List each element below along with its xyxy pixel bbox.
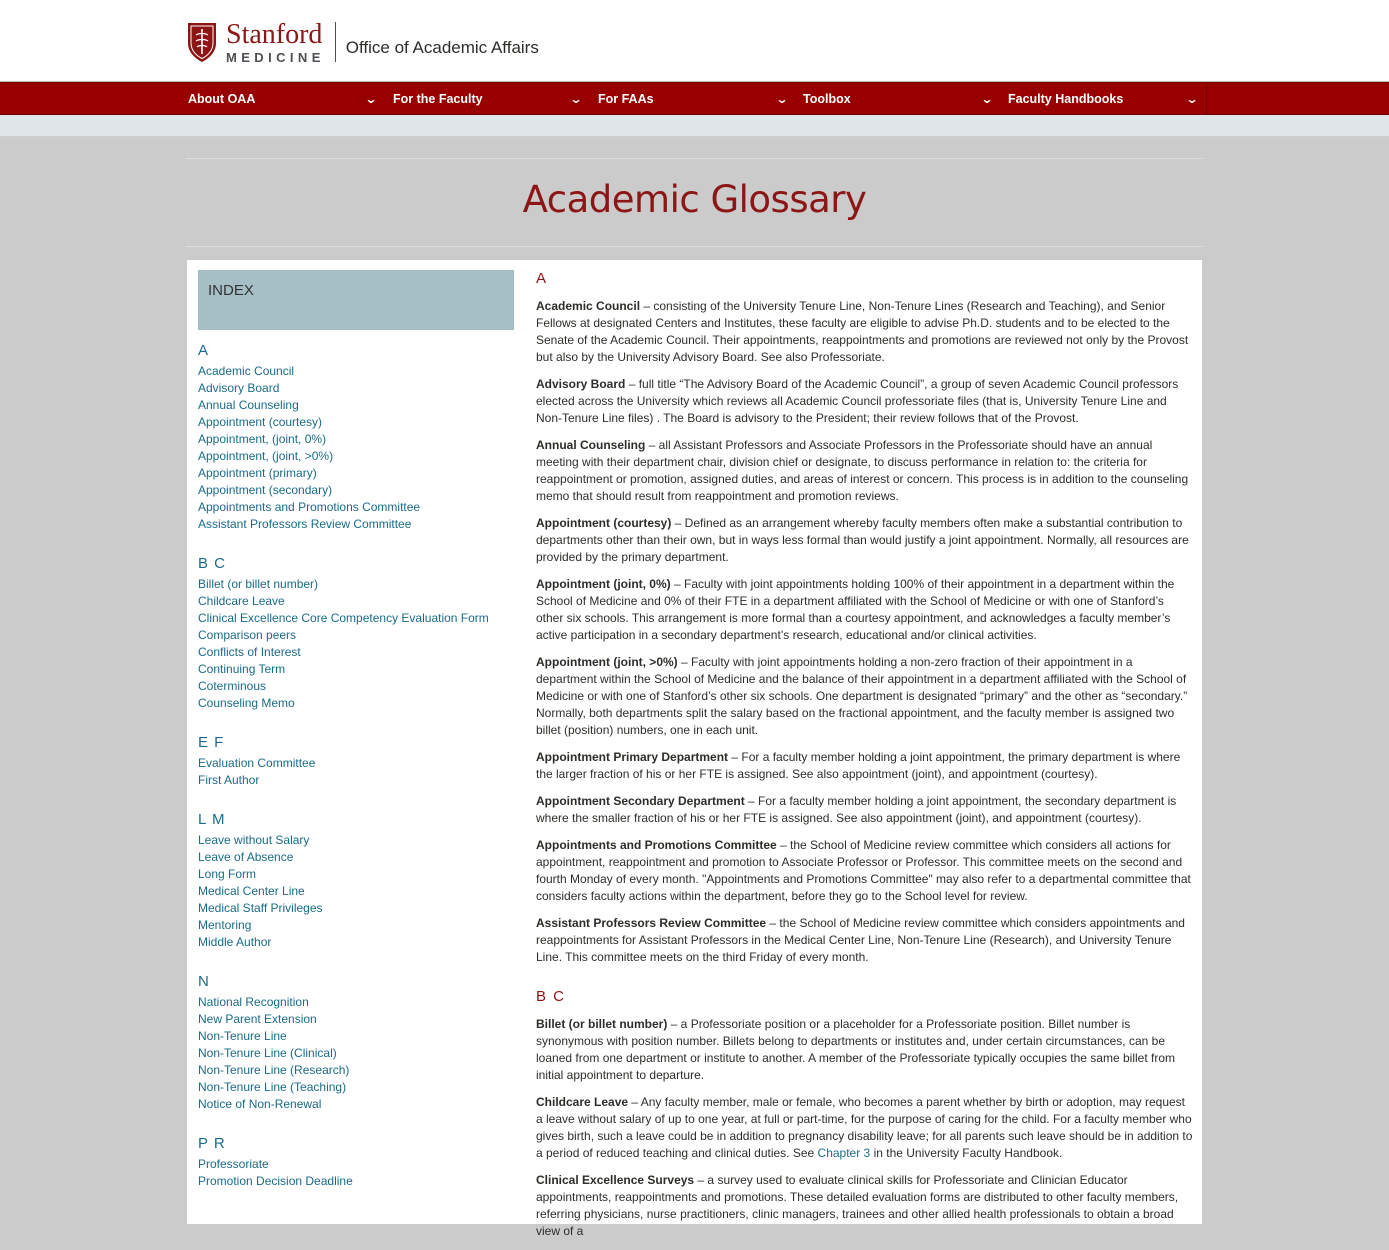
- stanford-shield-icon: [186, 21, 218, 63]
- index-group: [198, 973, 514, 1113]
- chapter-link[interactable]: Chapter 3: [817, 1146, 871, 1160]
- nav-about-oaa[interactable]: [186, 83, 382, 115]
- glossary-term: Clinical Excellence Surveys: [536, 1173, 695, 1187]
- index-link[interactable]: Coterminous: [198, 679, 267, 693]
- brand-medicine: MEDICINE: [226, 49, 325, 65]
- index-link[interactable]: Professoriate: [198, 1157, 269, 1171]
- index-group: [198, 734, 514, 789]
- glossary-term: Billet (or billet number): [536, 1017, 668, 1031]
- index-link[interactable]: Appointment, (joint, >0%): [198, 449, 334, 463]
- glossary-term: Appointment (joint, 0%): [536, 577, 671, 591]
- page-title: Academic Glossary: [522, 178, 867, 221]
- nav-toolbox[interactable]: [801, 83, 998, 115]
- index-link[interactable]: Non-Tenure Line (Clinical): [198, 1046, 337, 1060]
- glossary-definition: – consisting of the University Tenure Line, Non-Tenure Lines (Research and Teaching), and Senior Fellows at designated Centers and Institutes, these faculty are eligible to advise Ph.D. students and to be elected to the Senate of the Academic Council. Their appointments, reappointments and promotions are reviewed not only by the Provost but also by the University Advisory Board. See also Professoriate.: [536, 299, 1189, 364]
- index-link[interactable]: Conflicts of Interest: [198, 645, 301, 659]
- glossary-term: Appointment (joint, >0%): [536, 655, 678, 669]
- glossary-body: [536, 270, 1193, 1250]
- index-letter[interactable]: E F: [198, 734, 225, 751]
- glossary-term: Academic Council: [536, 299, 641, 313]
- nav-label: About OAA: [188, 92, 256, 106]
- stanford-medicine-logo[interactable]: [186, 20, 539, 64]
- glossary-entry: [536, 915, 1193, 966]
- index-group: [198, 555, 514, 712]
- glossary-definition: – a Professoriate position or a placeholder for a Professoriate position. Billet number is synonymous with position number. Billets belong to departments or institutes and, under certain circumstances, can be loaned from one department or institute to another. A member of the Professoriate typically occupies the same billet from initial appointment to departure.: [536, 1017, 1175, 1082]
- nav-for-the-faculty[interactable]: [391, 83, 587, 115]
- glossary-entry: [536, 515, 1193, 566]
- index-link[interactable]: Long Form: [198, 867, 257, 881]
- index-link[interactable]: Promotion Decision Deadline: [198, 1174, 353, 1188]
- glossary-term: Appointment Primary Department: [536, 750, 729, 764]
- glossary-entry: [536, 437, 1193, 505]
- glossary-entry: [536, 749, 1193, 783]
- glossary-definition: – the School of Medicine review committee which considers appointments and reappointments for Assistant Professors in the Medical Center Line, Non-Tenure Line (Research), and University Tenure Line. This committee meets on the third Friday of every month.: [536, 916, 1185, 964]
- index-link[interactable]: Medical Center Line: [198, 884, 305, 898]
- index-link[interactable]: Appointments and Promotions Committee: [198, 500, 421, 514]
- glossary-section: [536, 270, 1193, 966]
- index-group: [198, 811, 514, 951]
- glossary-definition: – Defined as an arrangement whereby faculty members often make a substantial contribution to departments other than their own, but in ways less formal than would justify a joint appointment. Normally, all resources are provided by the primary department.: [536, 516, 1189, 564]
- index-link[interactable]: Billet (or billet number): [198, 577, 319, 591]
- main-content: [187, 260, 1202, 1238]
- index-list: [198, 755, 514, 789]
- glossary-definition-tail: in the University Faculty Handbook.: [870, 1146, 1063, 1160]
- index-link[interactable]: Appointment, (joint, 0%): [198, 432, 327, 446]
- index-link[interactable]: Middle Author: [198, 935, 272, 949]
- glossary-definition: – all Assistant Professors and Associate Professors in the Professoriate should have an annual meeting with their department chair, division chief or designate, to discuss performance in relation to: the criteria for reappointment or promotion, assigned duties, and areas of interest or concern. This process is in addition to the counseling memo that should result from reappointment and promotion reviews.: [536, 438, 1189, 503]
- glossary-entry: [536, 576, 1193, 644]
- index-letter[interactable]: B C: [198, 555, 227, 572]
- chevron-down-icon[interactable]: ⌄: [569, 92, 583, 106]
- index-link[interactable]: Evaluation Committee: [198, 756, 316, 770]
- glossary-definition: – the School of Medicine review committee which considers all actions for appointment, reappointment and promotion to Associate Professor or Professor. This committee meets on the second and fourth Monday of every month. "Appointments and Promotions Committee" may also refer to a departmental committee that considers faculty actions within the department, before they go to the School level for review.: [536, 838, 1191, 903]
- title-rule: [186, 246, 1203, 247]
- glossary-section: [536, 988, 1193, 1240]
- glossary-entry: [536, 376, 1193, 427]
- index-group: [198, 1135, 514, 1190]
- sub-nav-bar: [0, 115, 1389, 137]
- index-link[interactable]: Medical Staff Privileges: [198, 901, 323, 915]
- glossary-letter: B C: [536, 988, 566, 1005]
- wordmark: [226, 18, 325, 65]
- index-header: [198, 270, 514, 330]
- nav-label: For FAAs: [598, 92, 654, 106]
- index-link[interactable]: Appointment (courtesy): [198, 415, 323, 429]
- nav-for-faas[interactable]: [596, 83, 793, 115]
- main-nav: [0, 82, 1389, 115]
- index-panel: [198, 270, 514, 1190]
- index-list: [198, 576, 514, 712]
- index-link[interactable]: National Recognition: [198, 995, 309, 1009]
- brand-stanford: Stanford: [226, 18, 323, 50]
- glossary-term: Advisory Board: [536, 377, 626, 391]
- index-link[interactable]: Non-Tenure Line: [198, 1029, 287, 1043]
- glossary-term: Appointments and Promotions Committee: [536, 838, 777, 852]
- glossary-entry: [536, 837, 1193, 905]
- index-link[interactable]: Mentoring: [198, 918, 252, 932]
- index-letter[interactable]: N: [198, 973, 210, 990]
- index-link[interactable]: Clinical Excellence Core Competency Evaluation Form: [198, 611, 489, 625]
- nav-divider: [1206, 83, 1207, 115]
- glossary-term: Annual Counseling: [536, 438, 646, 452]
- glossary-definition: – full title “The Advisory Board of the Academic Council”, a group of seven Academic Council professors elected across the University which reviews all Academic Council professoriate files (that is, University Tenure Line and Non-Tenure Line files) . The Board is advisory to the President; their review follows that of the Provost.: [536, 377, 1179, 425]
- glossary-entry: [536, 1094, 1193, 1162]
- logo-divider: [335, 22, 336, 62]
- index-link[interactable]: Notice of Non-Renewal: [198, 1097, 322, 1111]
- chevron-down-icon[interactable]: ⌄: [1185, 92, 1199, 106]
- index-link[interactable]: Childcare Leave: [198, 594, 285, 608]
- glossary-entry: [536, 793, 1193, 827]
- glossary-definition: – For a faculty member holding a joint appointment, the primary department is where the larger fraction of his or her FTE is assigned. See also appointment (joint), and appointment (courtesy).: [536, 750, 1181, 781]
- index-link[interactable]: Annual Counseling: [198, 398, 299, 412]
- glossary-definition: – Any faculty member, male or female, who becomes a parent whether by birth or adoption, may request a leave without salary of up to one year, at full or part-time, for the purpose of caring for the child. For a faculty member who gives birth, such a leave could be in addition to pregnancy disability leave; for all parents such leave should be in addition to a period of reduced teaching and clinical duties. See: [536, 1095, 1193, 1160]
- glossary-definition: – Faculty with joint appointments holding 100% of their appointment in a department within the School of Medicine and 0% of their FTE in a department affiliated with the School of Medicine or with one of Stanford’s other six schools. This arrangement is more formal than a courtesy appointment, and acknowledges a faculty member’s active participation in a secondary department’s research, educational and/or clinical activities.: [536, 577, 1175, 642]
- index-link[interactable]: Academic Council: [198, 364, 295, 378]
- index-group: [198, 342, 514, 533]
- index-link[interactable]: Advisory Board: [198, 381, 280, 395]
- index-link[interactable]: Assistant Professors Review Committee: [198, 517, 412, 531]
- index-link[interactable]: First Author: [198, 773, 260, 787]
- index-list: [198, 1156, 514, 1190]
- index-link[interactable]: Counseling Memo: [198, 696, 295, 710]
- glossary-definition: – Faculty with joint appointments holding a non-zero fraction of their appointment in a department within the School of Medicine and the balance of their appointment in a department affiliated with the School of Medicine or with one of Stanford’s other six schools. One department is designated “primary” and the other as “secondary.” Normally, both departments split the salary based on the fractional appointment, and the faculty member is assigned two billet (position) numbers, one in each unit.: [536, 655, 1188, 737]
- index-link[interactable]: Comparison peers: [198, 628, 297, 642]
- glossary-letter: A: [536, 270, 548, 287]
- title-rule: [186, 158, 1203, 159]
- glossary-definition: – For a faculty member holding a joint appointment, the secondary department is where the smaller fraction of his or her FTE is assigned. See also appointment (joint), and appointment (courtesy).: [536, 794, 1177, 825]
- index-letter[interactable]: A: [198, 342, 210, 359]
- index-title: INDEX: [208, 282, 254, 299]
- index-link[interactable]: Appointment (secondary): [198, 483, 333, 497]
- index-link[interactable]: Non-Tenure Line (Research): [198, 1063, 350, 1077]
- glossary-definition: – a survey used to evaluate clinical skills for Professoriate and Clinician Educator appointments, reappointments and promotions. These detailed evaluation forms are distributed to other faculty members, referring physicians, nurse practitioners, clinic managers, trainees and other allied health professionals to obtain a broad view of a: [536, 1173, 1179, 1238]
- chevron-down-icon[interactable]: ⌄: [980, 92, 994, 106]
- index-link[interactable]: Non-Tenure Line (Teaching): [198, 1080, 347, 1094]
- site-header: [0, 0, 1389, 82]
- index-letter[interactable]: L M: [198, 811, 226, 828]
- glossary-term: Assistant Professors Review Committee: [536, 916, 767, 930]
- index-list: [198, 994, 514, 1113]
- glossary-entry: [536, 1172, 1193, 1240]
- chevron-down-icon[interactable]: ⌄: [364, 92, 378, 106]
- index-link[interactable]: Leave of Absence: [198, 850, 294, 864]
- nav-label: Toolbox: [803, 92, 851, 106]
- chevron-down-icon[interactable]: ⌄: [775, 92, 789, 106]
- index-link[interactable]: Leave without Salary: [198, 833, 310, 847]
- glossary-entry: [536, 298, 1193, 366]
- index-list: [198, 363, 514, 533]
- nav-faculty-handbooks[interactable]: [1006, 83, 1203, 115]
- index-link[interactable]: Continuing Term: [198, 662, 286, 676]
- nav-label: Faculty Handbooks: [1008, 92, 1124, 106]
- index-link[interactable]: Appointment (primary): [198, 466, 317, 480]
- glossary-term: Childcare Leave: [536, 1095, 629, 1109]
- glossary-entry: [536, 654, 1193, 739]
- index-letter[interactable]: P R: [198, 1135, 226, 1152]
- glossary-term: Appointment Secondary Department: [536, 794, 745, 808]
- nav-label: For the Faculty: [393, 92, 483, 106]
- glossary-entry: [536, 1016, 1193, 1084]
- glossary-term: Appointment (courtesy): [536, 516, 672, 530]
- site-name[interactable]: Office of Academic Affairs: [345, 38, 539, 57]
- index-link[interactable]: New Parent Extension: [198, 1012, 317, 1026]
- index-list: [198, 832, 514, 951]
